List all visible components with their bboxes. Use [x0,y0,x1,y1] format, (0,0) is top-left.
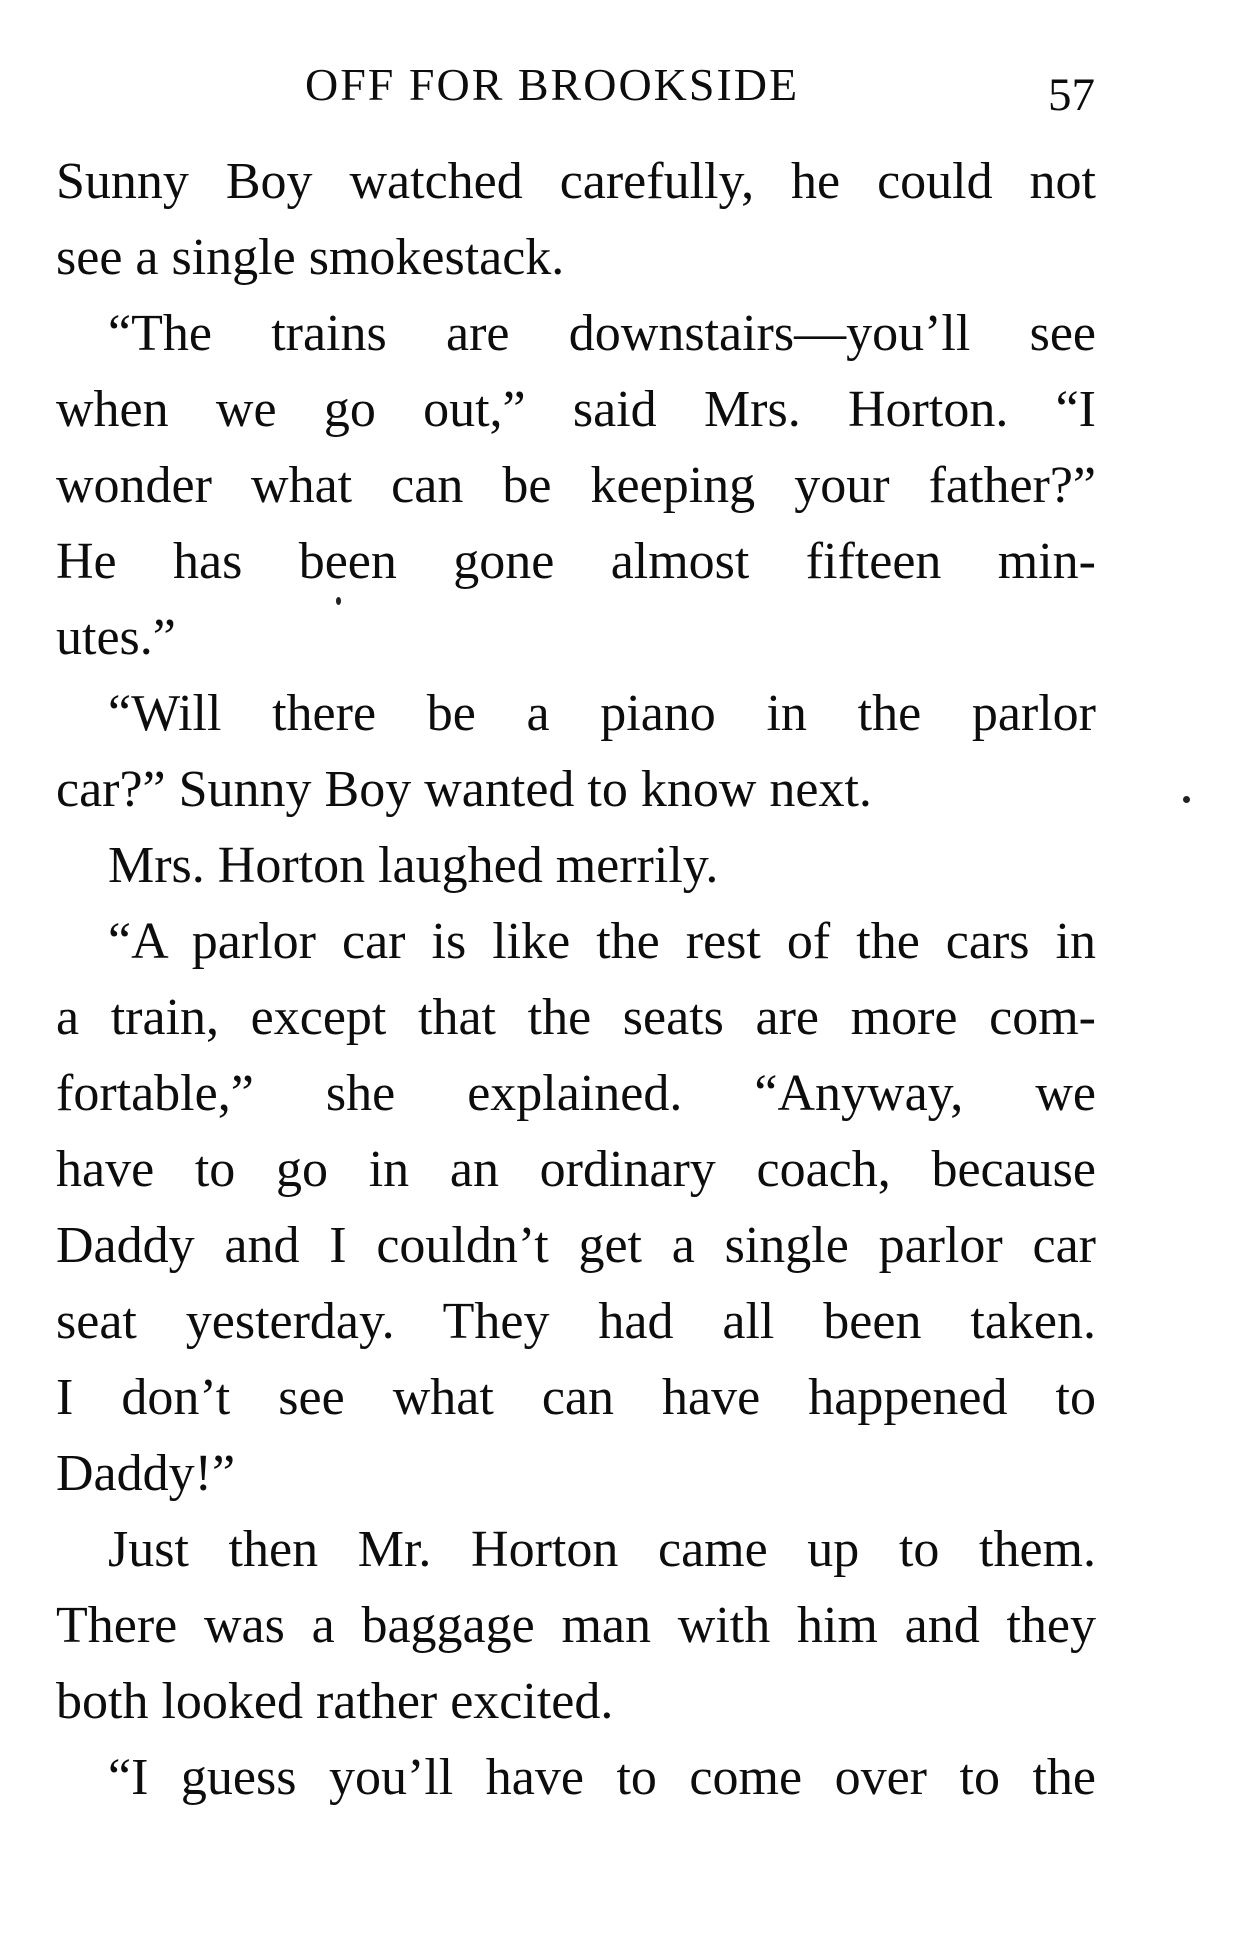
text-line: seat yesterday. They had all been taken. [56,1293,1096,1350]
text-line: “The trains are downstairs—you’ll see [108,305,1096,362]
text-line: “A parlor car is like the rest of the cars in [108,913,1096,970]
text-line: wonder what can be keeping your father?” [56,457,1096,514]
text-line: a train, except that the seats are more com- [56,989,1096,1046]
text-line: fortable,” she explained. “Anyway, we [56,1065,1096,1122]
text-line: have to go in an ordinary coach, because [56,1141,1096,1198]
text-line: both looked rather excited. [56,1673,614,1730]
text-line: “Will there be a piano in the parlor [108,685,1096,742]
text-line: “I guess you’ll have to come over to the [108,1749,1096,1806]
text-line: There was a baggage man with him and they [56,1597,1096,1654]
text-line: Mrs. Horton laughed merrily. [108,837,719,894]
text-line: Daddy!” [56,1445,236,1502]
text-line: Daddy and I couldn’t get a single parlor car [56,1217,1096,1274]
print-speck [336,597,341,605]
running-head [0,50,1235,120]
text-line: utes.” [56,609,176,666]
text-line: Sunny Boy watched carefully, he could not [56,153,1096,210]
body-text [56,144,1096,1816]
text-line: when we go out,” said Mrs. Horton. “I [56,381,1096,438]
text-line: I don’t see what can have happened to [56,1369,1096,1426]
text-line: car?” Sunny Boy wanted to know next. [56,761,872,818]
text-line: see a single smokestack. [56,229,565,286]
text-line: Just then Mr. Horton came up to them. [108,1521,1096,1578]
page-number: 57 [1048,69,1095,121]
running-title: OFF FOR BROOKSIDE [305,59,800,110]
text-line: He has been gone almost fifteen min- [56,533,1096,590]
print-speck [1183,796,1190,803]
